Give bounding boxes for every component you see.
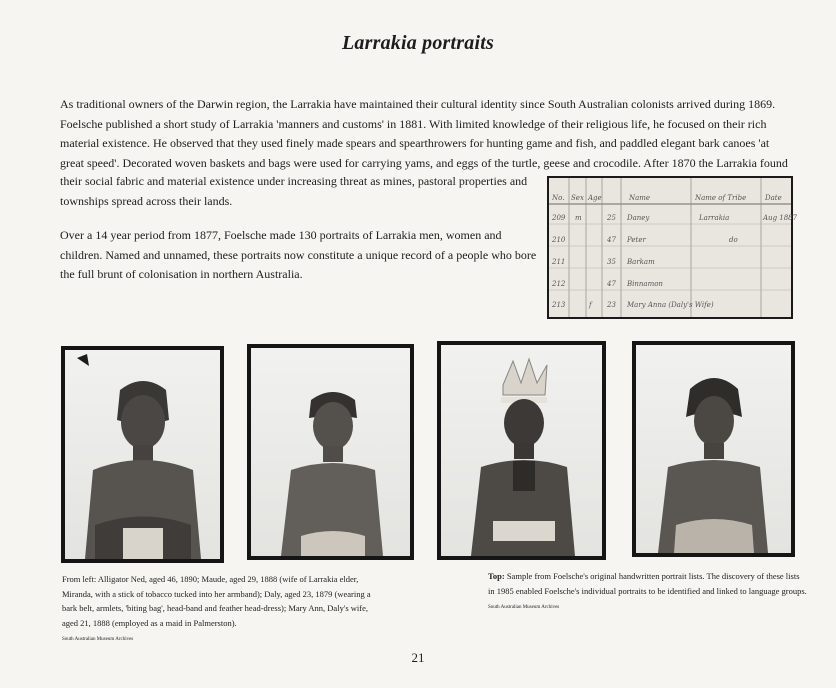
ledger-row-1-date: Aug 1887	[763, 214, 798, 222]
ledger-caption-text: Sample from Foelsche's original handwritten portrait lists. The discovery of these lists in 1985 enabled Foelsche's individual portraits to be identified and linked to language groups.	[488, 571, 807, 596]
ledger-row-5-sex: f	[589, 301, 592, 309]
ledger-row-2-no: 210	[552, 236, 566, 244]
ledger-header-sex: Sex	[571, 194, 584, 202]
ledger-row-4-no: 212	[552, 280, 566, 288]
ledger-image	[547, 176, 798, 319]
ledger-row-4-name: Binnamon	[627, 280, 663, 288]
ledger-grid	[549, 178, 791, 317]
portrait-figure-1	[65, 350, 220, 559]
portrait-figure-2	[251, 348, 410, 556]
portrait-photo-3	[437, 341, 606, 560]
intro-line-2: Foelsche published a short study of Larrakia 'manners and customs' in 1881. With limited knowledge of their religious life, he focused on their rich	[60, 116, 767, 131]
ledger-row-5-name: Mary Anna (Daly's Wife)	[627, 301, 714, 309]
portrait-figure-4	[636, 345, 791, 553]
portrait-figure-3	[441, 345, 602, 556]
ledger-header-tribe: Name of Tribe	[695, 194, 747, 202]
ledger-row-3-age: 35	[607, 258, 616, 266]
ledger-row-3-name: Barkam	[627, 258, 655, 266]
ledger-header-no: No.	[552, 194, 565, 202]
intro-paragraph	[60, 95, 795, 173]
ledger-row-4-age: 47	[607, 280, 616, 288]
ledger-row-1-tribe: Larrakia	[699, 214, 730, 222]
ledger-row-2-age: 47	[607, 236, 616, 244]
portrait-photo-2	[247, 344, 414, 560]
ledger-row-1-sex: m	[575, 214, 582, 222]
intro-line-3: material existence. He observed that they used finely made spears and spearthrowers for hunting game and fish, and paddled elegant bark canoes 'at	[60, 136, 770, 150]
intro-line-1: As traditional owners of the Darwin region, the Larrakia have maintained their cultural identity since South Australian colonists arrived during 1869.	[60, 97, 776, 111]
portraits-caption-text: From left: Alligator Ned, aged 46, 1890; Maude, aged 29, 1888 (wife of Larrakia elder, Miranda, with a stick of tobacco tucked into her armband); Daly, aged 23, 1879 (wearing a bark belt, armlets, 'biting bag', head-band and feather head-dress); Mary Ann, Daly's wife, aged 21, 1888 (employed as a maid in Palmerston).	[62, 574, 371, 628]
portraits-paragraph: Over a 14 year period from 1877, Foelsche made 130 portraits of Larrakia men, women and children. Named and unnamed, these portraits now constitute a unique record of a people who bore the full brunt of colonisation in northern Australia.	[60, 228, 537, 281]
page-title: Larrakia portraits	[342, 32, 494, 54]
ledger-header-age: Age	[588, 194, 602, 202]
portrait-photo-4	[632, 341, 795, 557]
ledger-row-2-name: Peter	[627, 236, 646, 244]
ledger-caption-label: Top:	[488, 571, 505, 581]
ledger-row-2-tribe: do	[729, 236, 738, 244]
intro-line-4: great speed'. Decorated woven baskets and bags were used for carrying yams, and eggs of the turtle, geese and crocodile. After 1870 the Larrakia found	[60, 155, 788, 170]
ledger-row-3-no: 211	[552, 258, 566, 266]
portraits-caption-credit: South Australian Museum Archives	[62, 637, 134, 642]
ledger-row-5-age: 23	[607, 301, 616, 309]
ledger-header-date: Date	[765, 194, 782, 202]
ledger-row-1-age: 25	[607, 214, 616, 222]
ledger-header-name: Name	[629, 194, 651, 202]
ledger-caption	[488, 569, 808, 616]
ledger-caption-credit: South Australian Museum Archives	[488, 605, 560, 610]
portrait-photo-1	[61, 346, 224, 563]
page-number: 21	[411, 650, 425, 665]
intro-paragraph-tail: their social fabric and material existence under increasing threat as mines, pastoral properties and townships spread across their lands.	[60, 174, 528, 208]
ledger-row-1-no: 209	[552, 214, 566, 222]
portraits-caption	[62, 572, 382, 648]
ledger-row-5-no: 213	[552, 301, 566, 309]
ledger-row-1-name: Daney	[627, 214, 650, 222]
